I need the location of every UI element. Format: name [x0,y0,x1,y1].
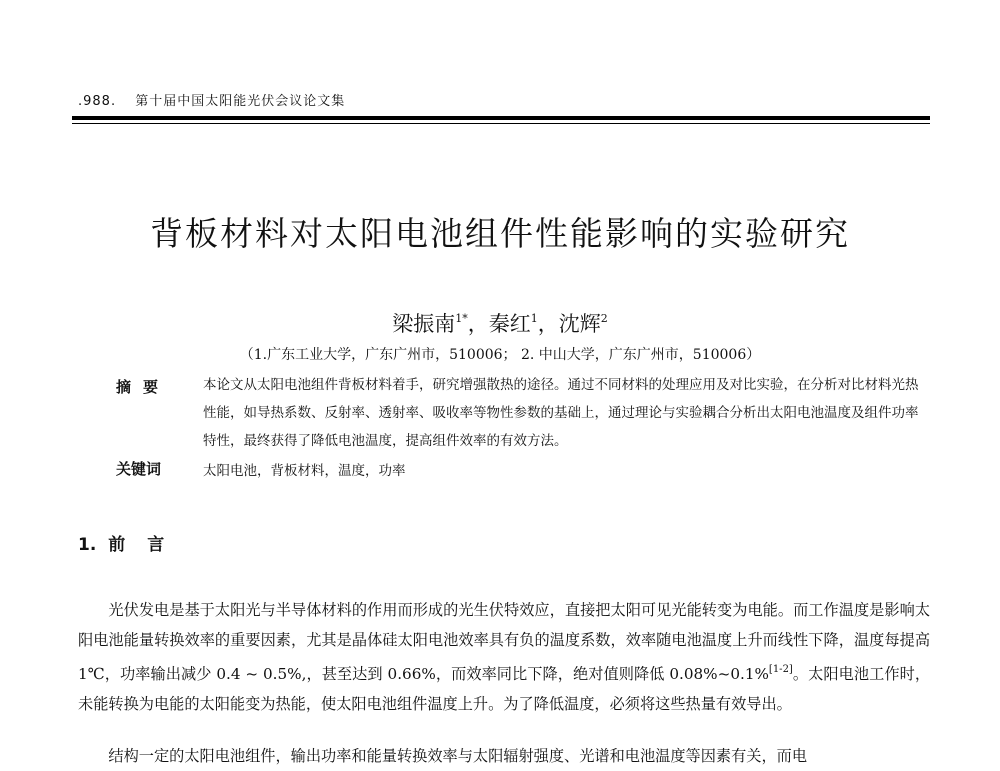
journal-title: 第十届中国太阳能光伏会议论文集 [135,94,346,109]
author-separator: ， [467,312,489,336]
affiliation: （1.广东工业大学，广东广州市，510006； 2. 中山大学，广东广州市，510006） [239,347,761,363]
paragraph-text: 。太阳电池工作时，未能转换为电能的太阳能变为热能，使太阳电池组件温度上升。为了降低温度，必须将这些热量有效导出。 [78,665,931,713]
page-number: .988. [78,94,117,109]
abstract-text: 本论文从太阳电池组件背板材料着手，研究增强散热的途径。通过不同材料的处理应用及对比实验，在分析对比材料光热性能，如导热系数、反射率、透射率、吸收率等物性参数的基础上，通过理论与实验耦合分析出太阳电池温度及组件功率特性，最终获得了降低电池温度，提高组件效率的有效方法。 [203,377,919,449]
author-separator: ， [537,312,559,336]
author-name: 沈辉 [558,312,601,336]
author-affiliation-mark: 2 [600,312,608,325]
section-number: 1. [78,535,97,555]
citation-reference: [1-2] [768,664,793,675]
body-paragraph [78,595,930,719]
body-paragraph: 结构一定的太阳电池组件，输出功率和能量转换效率与太阳辐射强度、光谱和电池温度等因素有关，而电 [108,747,808,765]
keywords-label: 关键词 [116,460,162,478]
paper-title: 背板材料对太阳电池组件性能影响的实验研究 [150,214,850,253]
author-affiliation-mark: 1 [530,312,538,325]
author-name: 梁振南 [392,312,456,336]
header-rule-thick [72,116,930,120]
header-rule-thin [72,123,930,124]
section-title: 前言 [108,535,187,555]
abstract-label: 摘要 [116,378,171,396]
author-list [0,308,1000,338]
keywords-text: 太阳电池，背板材料，温度，功率 [203,463,406,479]
author-affiliation-mark: 1* [455,312,468,325]
running-header [78,90,345,109]
author-name: 秦红 [488,312,531,336]
section-heading [78,530,186,555]
paragraph-text: 光伏发电是基于太阳光与半导体材料的作用而形成的光生伏特效应，直接把太阳可见光能转变为电能。而工作温度是影响太阳电池能量转换效率的重要因素，尤其是晶体硅太阳电池效率具有负的温度系数，效率随电池温度上升而线性下降，温度每提高 1℃，功率输出减少 0.4 ~ 0.5%,，甚至达到 0.66%，而效率同比下降，绝对值则降低 0.08%~0.1% [78,601,930,683]
